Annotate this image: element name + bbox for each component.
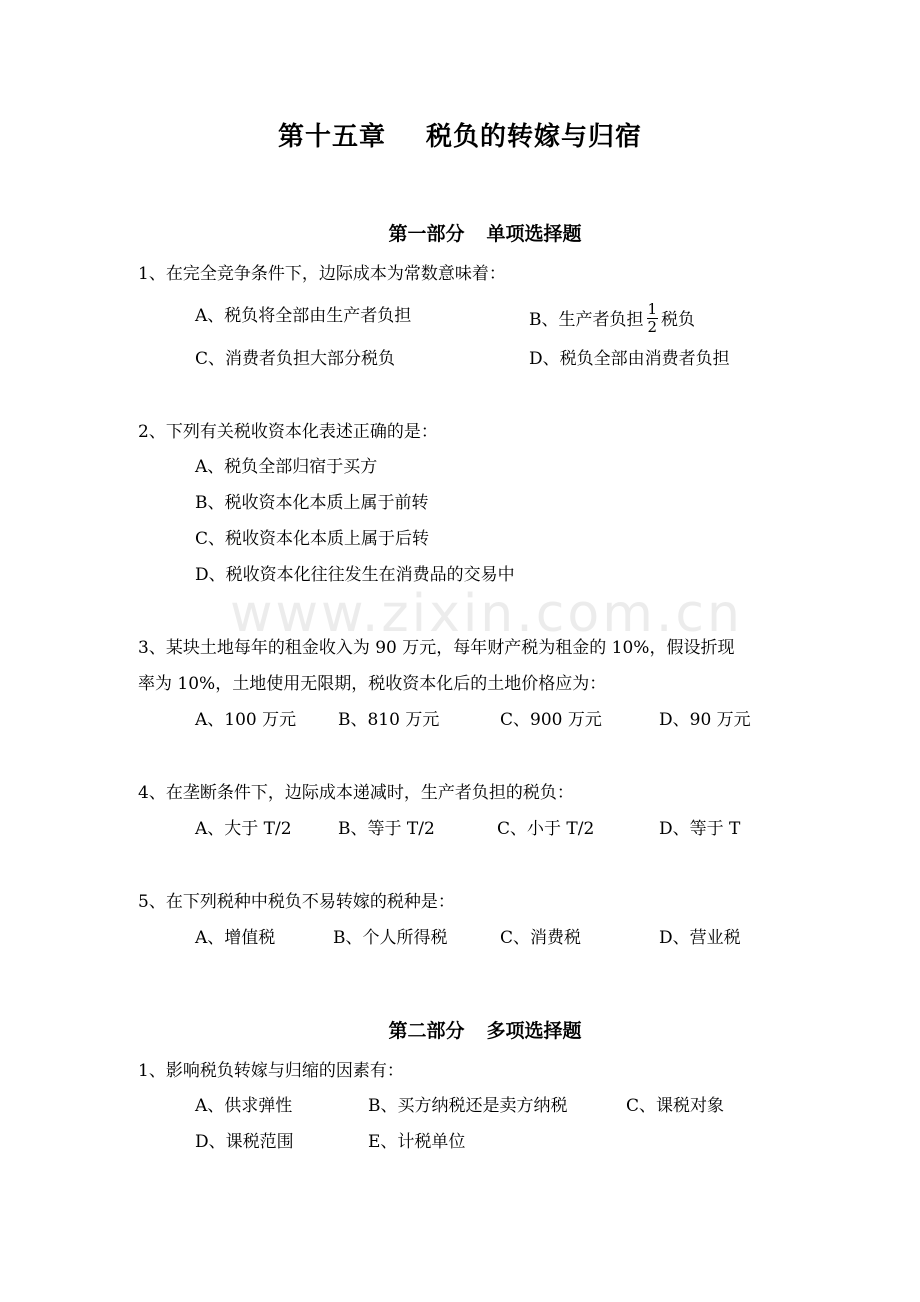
- mq1-option-e: E、计税单位: [368, 1132, 466, 1152]
- q4-option-c: C、小于 T/2: [497, 819, 595, 839]
- q5-option-b: B、个人所得税: [333, 928, 448, 948]
- question-2-text: 2、下列有关税收资本化表述正确的是：: [138, 422, 438, 442]
- section-title-1: [0, 219, 920, 246]
- question-1-text: 1、在完全竞争条件下，边际成本为常数意味着：: [138, 264, 506, 284]
- question-4-text: 4、在垄断条件下，边际成本递减时，生产者负担的税负：: [138, 783, 574, 803]
- section-part-label: 第一部分: [388, 223, 465, 245]
- mq1-option-a: A、供求弹性: [195, 1096, 293, 1116]
- q2-option-a: A、税负全部归宿于买方: [195, 457, 378, 477]
- question-3-line-2: 率为 10%，土地使用无限期，税收资本化后的土地价格应为：: [138, 674, 607, 694]
- q4-option-d: D、等于 T: [659, 819, 741, 839]
- q5-option-a: A、增值税: [195, 928, 276, 948]
- q4-option-a: A、大于 T/2: [195, 819, 292, 839]
- chapter-name: 税负的转嫁与归宿: [426, 122, 643, 152]
- q5-option-d: D、营业税: [659, 928, 741, 948]
- section-name-label: 单项选择题: [486, 223, 582, 245]
- q1-option-c: C、消费者负担大部分税负: [195, 349, 396, 369]
- q2-option-c: C、税收资本化本质上属于后转: [195, 529, 430, 549]
- section-part-label: 第二部分: [388, 1020, 465, 1042]
- q3-option-b: B、810 万元: [338, 710, 440, 730]
- multi-question-1-text: 1、影响税负转嫁与归缩的因素有：: [138, 1061, 404, 1081]
- question-3-line-1: 3、某块土地每年的租金收入为 90 万元，每年财产税为租金的 10%，假设折现: [138, 638, 735, 658]
- chapter-number: 第十五章: [277, 122, 386, 152]
- q3-option-d: D、90 万元: [659, 710, 751, 730]
- q1-option-d: D、税负全部由消费者负担: [529, 349, 730, 369]
- watermark: www.zixin.com.cn: [230, 584, 743, 644]
- q1-option-a: A、税负将全部由生产者负担: [195, 306, 412, 326]
- q3-option-a: A、100 万元: [195, 710, 297, 730]
- fraction-numerator: 1: [647, 300, 658, 318]
- question-5-text: 5、在下列税种中税负不易转嫁的税种是：: [138, 892, 455, 912]
- q1-option-b-prefix: B、生产者负担: [529, 310, 644, 330]
- fraction-half: [647, 302, 659, 335]
- q2-option-b: B、税收资本化本质上属于前转: [195, 493, 429, 513]
- section-title-2: [0, 1016, 920, 1043]
- mq1-option-d: D、课税范围: [195, 1132, 294, 1152]
- mq1-option-b: B、买方纳税还是卖方纳税: [368, 1096, 568, 1116]
- q1-option-b-suffix: 税负: [661, 310, 696, 330]
- q1-option-b: [529, 300, 696, 337]
- fraction-denominator: 2: [647, 318, 658, 336]
- q5-option-c: C、消费税: [500, 928, 582, 948]
- q3-option-c: C、900 万元: [500, 710, 602, 730]
- q4-option-b: B、等于 T/2: [338, 819, 435, 839]
- mq1-option-c: C、课税对象: [626, 1096, 725, 1116]
- section-name-label: 多项选择题: [486, 1020, 582, 1042]
- q2-option-d: D、税收资本化往往发生在消费品的交易中: [195, 565, 515, 585]
- chapter-title: [0, 116, 920, 153]
